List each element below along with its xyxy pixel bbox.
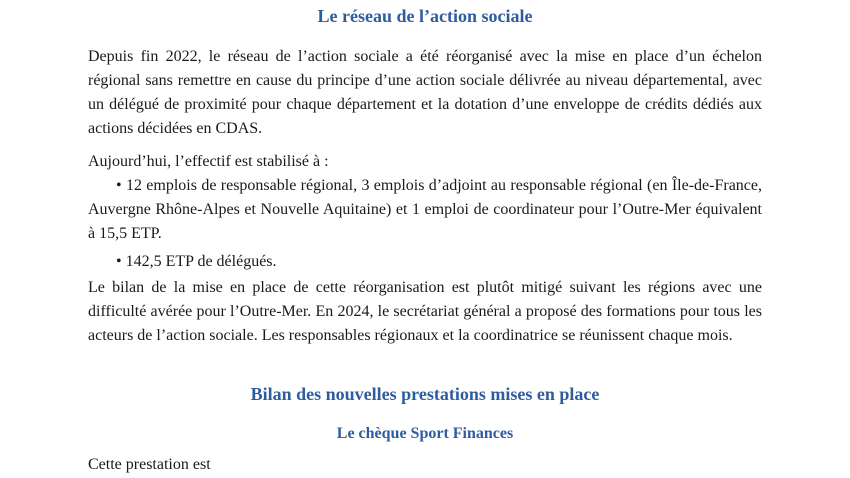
subsection-title-cheque-sport: Le chèque Sport Finances <box>336 425 514 442</box>
paragraph-prestation: Cette prestation est <box>88 456 211 473</box>
bullet-list <box>88 174 762 278</box>
bullet-item-emplois: • 12 emplois de responsable régional, 3 emplois d’adjoint au responsable régional (en Île-de-France, Auvergne Rhône-Alpes et Nouvelle Aquitaine) et 1 emploi de coordinateur pour l’Outre-Mer équivalent à 15,5 ETP. <box>88 177 762 242</box>
paragraph-bilan: Le bilan de la mise en place de cette réorganisation est plutôt mitigé suivant les régions avec une difficulté avérée pour l’Outre-Mer. En 2024, le secrétariat général a proposé des formations pour tous les acteurs de l’action sociale. Les responsables régionaux et la coordinatrice se réunissent chaque mois. <box>88 279 762 344</box>
section-title-bilan: Bilan des nouvelles prestations mises en place <box>250 384 600 404</box>
section-title-reseau: Le réseau de l’action sociale <box>317 6 533 26</box>
paragraph-reorganisation: Depuis fin 2022, le réseau de l’action sociale a été réorganisé avec la mise en place d’un échelon régional sans remettre en cause du principe d’une action sociale délivrée au niveau départemental, avec un délégué de proximité pour chaque département et la dotation d’une enveloppe de crédits dédiés aux actions décidées en CDAS. <box>88 48 762 137</box>
paragraph-effectif: Aujourd’hui, l’effectif est stabilisé à : <box>88 153 329 170</box>
bullet-item-delegues: • 142,5 ETP de délégués. <box>116 253 277 270</box>
